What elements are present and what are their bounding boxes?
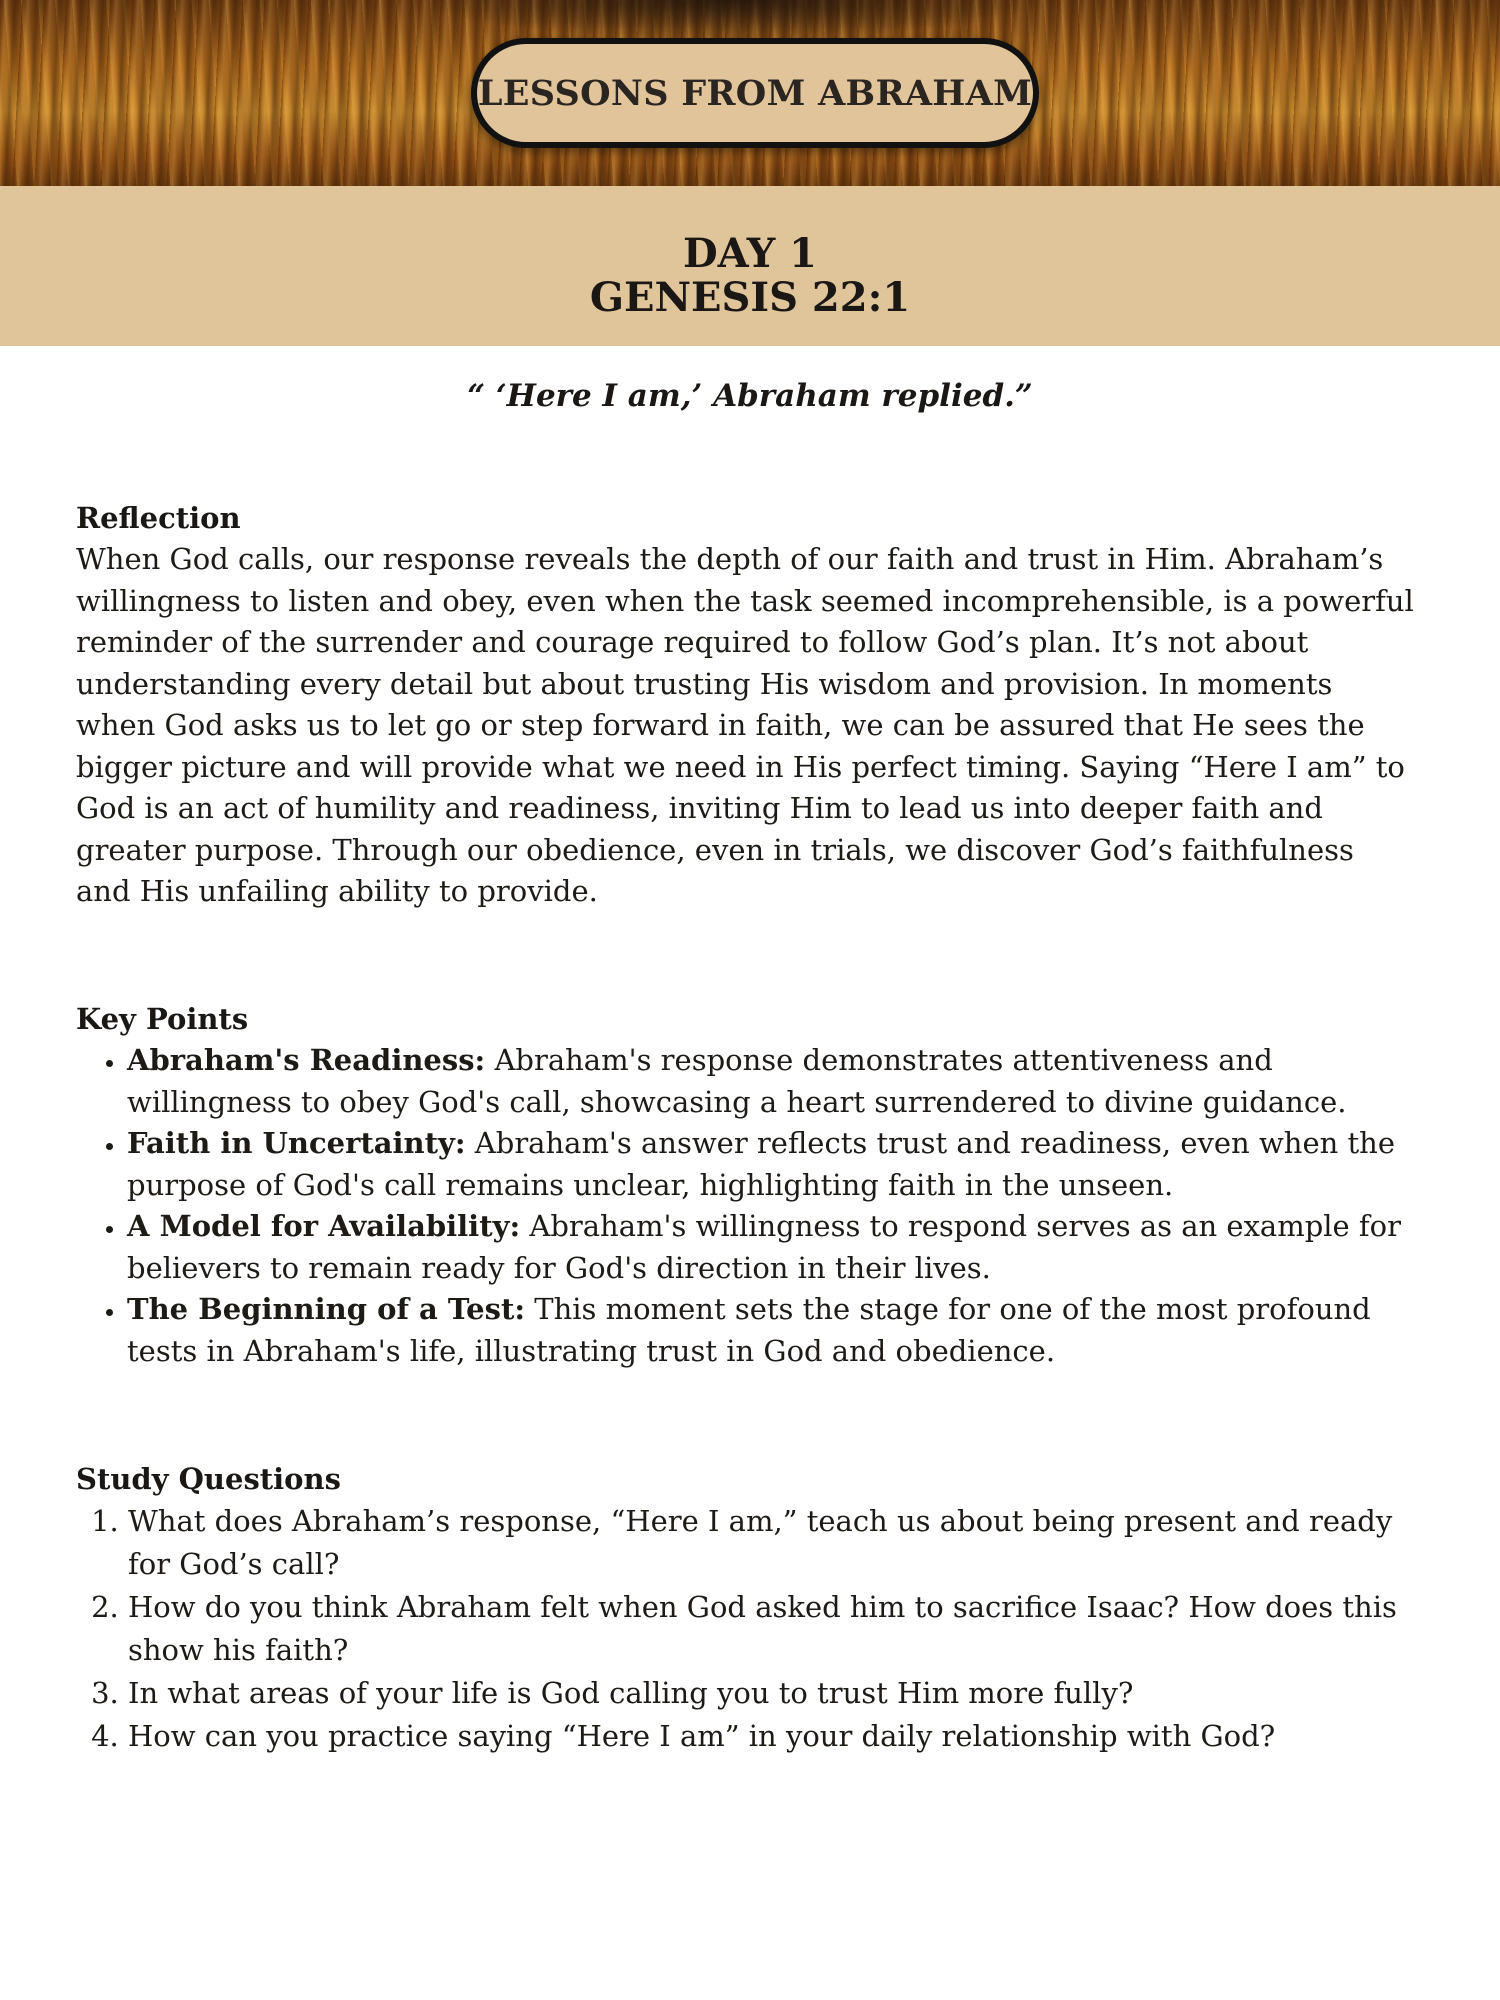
study-questions-heading: Study Questions [76, 1462, 341, 1496]
key-point-item [127, 1123, 1416, 1206]
reflection-heading: Reflection [76, 501, 241, 535]
key-point-text: Abraham's response demonstrates attentiveness and willingness to obey God's call, showcasing a heart surrendered to divine guidance. [127, 1043, 1347, 1119]
day-label: DAY 1 [682, 230, 818, 277]
key-point-title: Abraham's Readiness: [127, 1043, 486, 1077]
reflection-section [76, 497, 1416, 913]
key-point-title: A Model for Availability: [127, 1209, 521, 1243]
scripture-quote: “ ‘Here I am,’ Abraham replied.” [467, 378, 1033, 414]
key-point-item [127, 1289, 1416, 1372]
banner-shadow [420, 0, 1040, 40]
key-points-section [76, 998, 1416, 1372]
key-point-text: Abraham's answer reflects trust and readiness, even when the purpose of God's call remains unclear, highlighting faith in the unseen. [127, 1126, 1395, 1202]
study-question-item: 2. How do you think Abraham felt when God asked him to sacrifice Isaac? How does this show his faith? [128, 1586, 1416, 1672]
study-question-item: 4. How can you practice saying “Here I am” in your daily relationship with God? [128, 1715, 1416, 1758]
day-header-band [0, 186, 1500, 346]
study-questions-list [76, 1500, 1416, 1758]
key-point-text: Abraham's willingness to respond serves as an example for believers to remain ready for God's direction in their lives. [127, 1209, 1401, 1285]
header-banner-image [0, 0, 1500, 186]
page-title: LESSONS FROM ABRAHAM [477, 72, 1033, 114]
study-question-item: 1. What does Abraham’s response, “Here I am,” teach us about being present and ready for God’s call? [128, 1500, 1416, 1586]
key-point-title: Faith in Uncertainty: [127, 1126, 466, 1160]
study-questions-section [76, 1458, 1416, 1758]
key-points-list [76, 1040, 1416, 1372]
title-badge [471, 38, 1039, 148]
key-point-title: The Beginning of a Test: [127, 1292, 526, 1326]
reflection-body: When God calls, our response reveals the depth of our faith and trust in Him. Abraham’s willingness to listen and obey, even when the task seemed incomprehensible, is a powerful reminder of the surrender and courage required to follow God’s plan. It’s not about understanding every detail but about trusting His wisdom and provision. In moments when God asks us to let go or step forward in faith, we can be assured that He sees the bigger picture and will provide what we need in His perfect timing. Saying “Here I am” to God is an act of humility and readiness, inviting Him to lead us into deeper faith and greater purpose. Through our obedience, even in trials, we discover God’s faithfulness and His unfailing ability to provide. [76, 542, 1414, 908]
key-point-item [127, 1206, 1416, 1289]
key-point-text: This moment sets the stage for one of the most profound tests in Abraham's life, illustrating trust in God and obedience. [127, 1292, 1371, 1368]
key-points-heading: Key Points [76, 1002, 249, 1036]
key-point-item [127, 1040, 1416, 1123]
study-question-item: 3. In what areas of your life is God calling you to trust Him more fully? [128, 1672, 1416, 1715]
scripture-reference: GENESIS 22:1 [589, 274, 911, 321]
